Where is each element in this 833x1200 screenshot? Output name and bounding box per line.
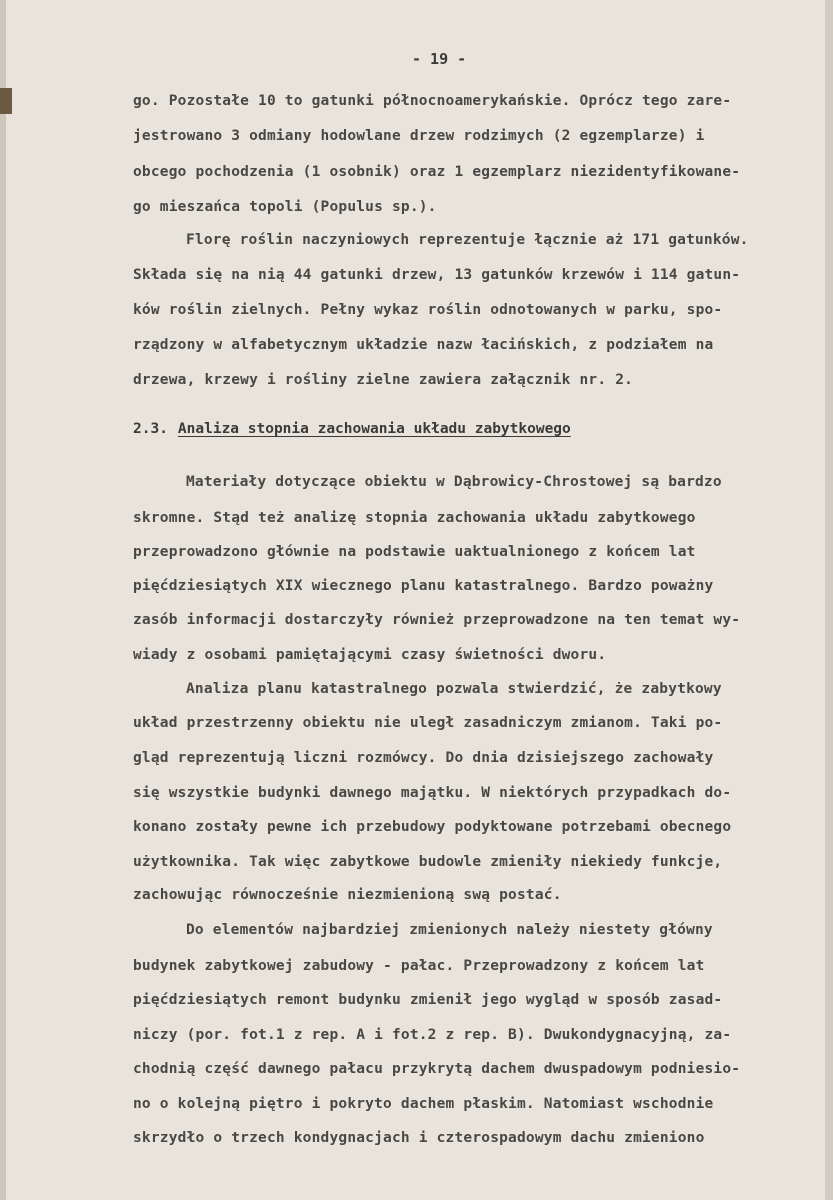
text-line: się wszystkie budynki dawnego majątku. W niektórych przypadkach do- bbox=[133, 785, 732, 801]
text-line: Składa się na nią 44 gatunki drzew, 13 gatunków krzewów i 114 gatun- bbox=[133, 267, 741, 283]
text-line: obcego pochodzenia (1 osobnik) oraz 1 egzemplarz niezidentyfikowane- bbox=[133, 164, 741, 180]
text-line: zasób informacji dostarczyły również przeprowadzone na ten temat wy- bbox=[133, 612, 741, 628]
page-edge-left bbox=[0, 0, 6, 1200]
text-line: budynek zabytkowej zabudowy - pałac. Przeprowadzony z końcem lat bbox=[133, 958, 705, 974]
text-line: drzewa, krzewy i rośliny zielne zawiera załącznik nr. 2. bbox=[133, 372, 634, 388]
text-line: pięćdziesiątych XIX wiecznego planu katastralnego. Bardzo poważny bbox=[133, 578, 714, 594]
text-line: jestrowano 3 odmiany hodowlane drzew rodzimych (2 egzemplarze) i bbox=[133, 128, 705, 144]
text-line: gląd reprezentują liczni rozmówcy. Do dnia dzisiejszego zachowały bbox=[133, 750, 714, 766]
text-line: Materiały dotyczące obiektu w Dąbrowicy-Chrostowej są bardzo bbox=[186, 474, 722, 490]
text-line: układ przestrzenny obiektu nie uległ zasadniczym zmianom. Taki po- bbox=[133, 715, 723, 731]
page-edge-right bbox=[825, 0, 833, 1200]
text-line: przeprowadzono głównie na podstawie uaktualnionego z końcem lat bbox=[133, 544, 696, 560]
text-line: zachowując równocześnie niezmienioną swą postać. bbox=[133, 887, 562, 903]
text-line: użytkownika. Tak więc zabytkowe budowle zmieniły niekiedy funkcje, bbox=[133, 854, 723, 870]
text-line: pięćdziesiątych remont budynku zmienił jego wygląd w sposób zasad- bbox=[133, 992, 723, 1008]
section-heading bbox=[133, 421, 571, 437]
text-line: Analiza planu katastralnego pozwala stwierdzić, że zabytkowy bbox=[186, 681, 722, 697]
text-line: chodnią część dawnego pałacu przykrytą dachem dwuspadowym podniesio- bbox=[133, 1061, 741, 1077]
binding-tab bbox=[0, 88, 12, 114]
text-line: ków roślin zielnych. Pełny wykaz roślin odnotowanych w parku, spo- bbox=[133, 302, 723, 318]
text-line: rządzony w alfabetycznym układzie nazw łacińskich, z podziałem na bbox=[133, 337, 714, 353]
text-line: go. Pozostałe 10 to gatunki północnoamerykańskie. Oprócz tego zare- bbox=[133, 93, 732, 109]
text-line: skrzydło o trzech kondygnacjach i czterospadowym dachu zmieniono bbox=[133, 1130, 705, 1146]
text-line: Do elementów najbardziej zmienionych należy niestety główny bbox=[186, 922, 713, 938]
text-line: go mieszańca topoli (Populus sp.). bbox=[133, 199, 437, 215]
section-title: Analiza stopnia zachowania układu zabytkowego bbox=[177, 421, 571, 437]
text-line: skromne. Stąd też analizę stopnia zachowania układu zabytkowego bbox=[133, 510, 696, 526]
text-line: Florę roślin naczyniowych reprezentuje łącznie aż 171 gatunków. bbox=[186, 232, 749, 248]
page-number: - 19 - bbox=[412, 50, 467, 68]
text-line: konano zostały pewne ich przebudowy podyktowane potrzebami obecnego bbox=[133, 819, 732, 835]
text-line: wiady z osobami pamiętającymi czasy świetności dworu. bbox=[133, 647, 607, 663]
section-number: 2.3. bbox=[133, 421, 168, 437]
text-line: niczy (por. fot.1 z rep. A i fot.2 z rep. B). Dwukondygnacyjną, za- bbox=[133, 1027, 732, 1043]
text-line: no o kolejną piętro i pokryto dachem płaskim. Natomiast wschodnie bbox=[133, 1096, 714, 1112]
